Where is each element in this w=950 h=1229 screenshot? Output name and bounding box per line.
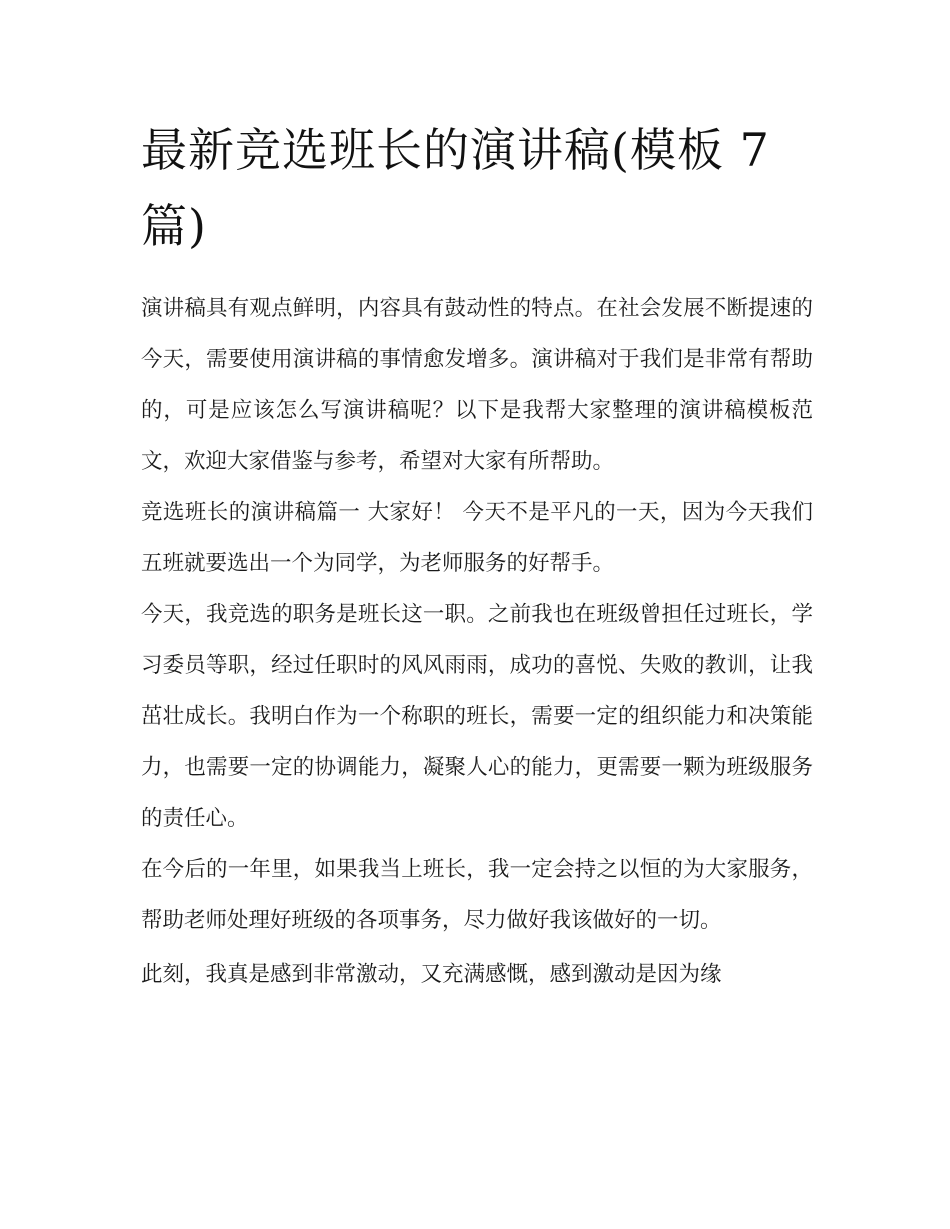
document-title: 最新竞选班长的演讲稿(模板 7 篇) (141, 123, 770, 253)
document-body (141, 112, 813, 1000)
speech-opening-paragraph: 竞选班长的演讲稿篇一 大家好！ 今天不是平凡的一天，因为今天我们五班就要选出一个为同学，为老师服务的好帮手。 (141, 500, 813, 576)
position-paragraph: 今天，我竞选的职务是班长这一职。之前我也在班级曾担任过班长，学习委员等职，经过任职时的风风雨雨，成功的喜悦、失败的教训，让我茁壮成长。我明白作为一个称职的班长，需要一定的组织能力和决策能力，也需要一定的协调能力，凝聚人心的能力，更需要一颗为班级服务的责任心。 (141, 602, 813, 831)
commitment-paragraph: 在今后的一年里，如果我当上班长，我一定会持之以恒的为大家服务，帮助老师处理好班级的各项事务，尽力做好我该做好的一切。 (141, 857, 813, 933)
intro-paragraph: 演讲稿具有观点鲜明，内容具有鼓动性的特点。在社会发展不断提速的今天，需要使用演讲稿的事情愈发增多。演讲稿对于我们是非常有帮助的，可是应该怎么写演讲稿呢？以下是我帮大家整理的演讲稿模板范文，欢迎大家借鉴与参考，希望对大家有所帮助。 (141, 296, 813, 474)
closing-paragraph: 此刻，我真是感到非常激动，又充满感慨，感到激动是因为缘 (141, 962, 722, 987)
